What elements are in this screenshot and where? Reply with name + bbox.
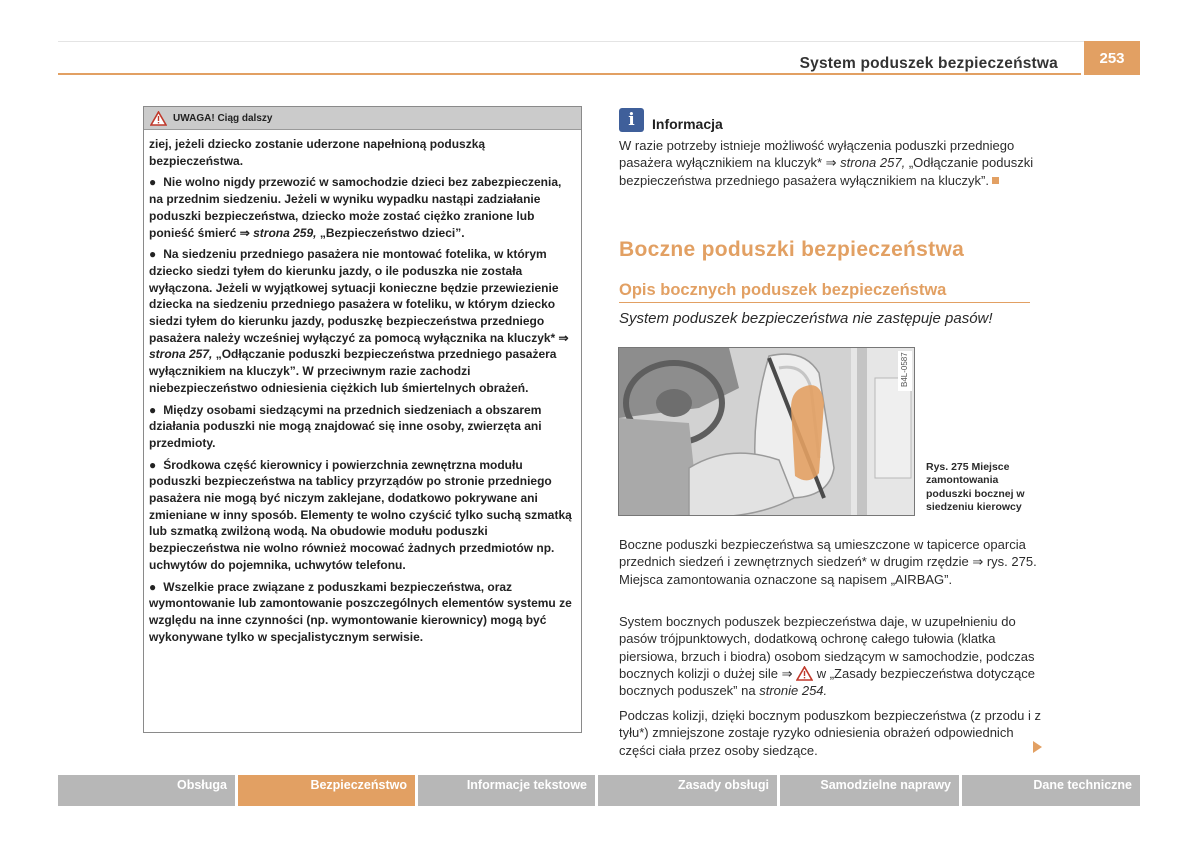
warning-paragraph: ● Na siedzeniu przedniego pasażera nie montować fotelika, w którym dziecko siedzi tyłem do kierunku jazdy, o ile poduszka nie została wyłączona. Jeżeli w wyjątkowej sytuacji konieczne będzie przewiezienie dziecka na siedzeniu przedniego pasażera w foteliku, w którym dziecko siedzi tyłem do kierunku jazdy, poduszkę bezpieczeństwa przedniego pasażera należy wcześniej wyłączyć za pomocą wyłącznika na kluczyk* ⇒ strona 257, „Odłączanie poduszki bezpieczeństwa przedniego pasażera wyłącznikiem na kluczyk”. W przeciwnym razie zachodzi niebezpieczeństwo odniesienia ciężkich lub śmiertelnych obrażeń.	[149, 247, 569, 395]
page-reference-link[interactable]: stronie 254.	[759, 683, 828, 699]
warning-paragraph: ● Nie wolno nigdy przewozić w samochodzie dzieci bez zabezpieczenia, na przednim siedzeniu. Jeżeli w wyniku wypadku nastąpi zadziałanie poduszki bezpieczeństwa, dziecko może zostać ciężko zranione lub ponieść śmierć ⇒ strona 259, „Bezpieczeństwo dzieci”.	[149, 175, 562, 240]
subsection-title: Opis bocznych poduszek bezpieczeństwa	[619, 281, 947, 299]
page-reference-link[interactable]: strona 257,	[840, 155, 906, 171]
warning-paragraph: ziej, jeżeli dziecko zostanie uderzone napełnioną poduszką bezpieczeństwa.	[149, 137, 486, 168]
warning-header	[144, 107, 581, 130]
tab-obsluga[interactable]: Obsługa	[58, 775, 235, 806]
warning-paragraph: ● Wszelkie prace związane z poduszkami bezpieczeństwa, oraz wymontowanie lub zamontowanie poszczególnych elementów systemu ze względu na inne czynności (np. wymontowanie kierownicy) mogą być wykonywane tylko w specjalistycznym serwisie.	[149, 579, 572, 644]
bullet-icon: ●	[149, 402, 157, 417]
chapter-nav	[58, 775, 1140, 806]
body-paragraph: System bocznych poduszek bezpieczeństwa daje, w uzupełnieniu do pasów trójpunktowych, dodatkową ochronę całego tułowia (klatka piersiowa, brzuch i biodra) osobom siedzącym w samochodzie, podczas bocznych kolizji o dużej sile ⇒ w „Zasady bezpieczeństwa dotyczące bocznych poduszek” na stronie 254.	[619, 614, 1035, 699]
warning-body	[144, 130, 581, 645]
tab-informacje-tekstowe[interactable]: Informacje tekstowe	[418, 775, 595, 806]
subsection-divider	[619, 302, 1030, 303]
info-icon: i	[619, 108, 644, 132]
bullet-icon: ●	[149, 175, 157, 190]
warning-paragraph: ● Środkowa część kierownicy i powierzchnia zewnętrzna modułu poduszki bezpieczeństwa na tablicy przyrządów po stronie przedniego pasażera nie mogą być niczym zaklejane, dodatkowo pokrywane ani zmieniane w inny sposób. Elementy te wolno czyścić tylko suchą szmatką lub szmatką zwilżoną wodą. Na obudowie modułu poduszki bezpieczeństwa nie wolno również mocować żadnych przedmiotów np. uchwytów do pojemnika, uchwytów telefonu.	[149, 457, 572, 572]
tab-samodzielne-naprawy[interactable]: Samodzielne naprawy	[780, 775, 959, 806]
bullet-icon: ●	[149, 579, 157, 594]
tab-zasady-obslugi[interactable]: Zasady obsługi	[598, 775, 777, 806]
page-number: 253	[1084, 41, 1140, 75]
warning-box	[143, 106, 582, 733]
top-rule	[58, 41, 1140, 42]
warning-triangle-icon[interactable]	[796, 666, 813, 681]
seat-airbag-figure	[618, 347, 915, 516]
warning-heading: UWAGA! Ciąg dalszy	[173, 112, 273, 124]
bullet-icon: ●	[149, 457, 157, 472]
body-paragraph: Podczas kolizji, dzięki bocznym poduszkom bezpieczeństwa (z przodu i z tyłu*) zmniejszone zostaje ryzyko odniesienia obrażeń odpowiednich części ciała przez osoby siedzące.	[619, 708, 1041, 758]
warning-paragraph: ● Między osobami siedzącymi na przednich siedzeniach a obszarem działania poduszki nie mogą znajdować się inne osoby, zwierzęta ani przedmioty.	[149, 402, 542, 450]
info-text: W razie potrzeby istnieje możliwość wyłączenia poduszki przedniego pasażera wyłącznikiem na kluczyk* ⇒ strona 257, „Odłączanie poduszki bezpieczeństwa przedniego pasażera wyłącznikiem na kluczyk”.	[619, 138, 1034, 188]
continue-arrow-icon	[1033, 741, 1042, 753]
page-reference-link[interactable]: strona 259,	[253, 225, 317, 240]
figure-caption: Rys. 275 Miejsce zamontowania poduszki bocznej w siedzeniu kierowcy	[926, 461, 1025, 514]
bullet-icon: ●	[149, 247, 157, 262]
page-header-title: System poduszek bezpieczeństwa	[799, 55, 1058, 72]
tab-bezpieczenstwo[interactable]: Bezpieczeństwo	[238, 775, 415, 806]
lead-text: System poduszek bezpieczeństwa nie zastępuje pasów!	[619, 310, 993, 327]
warning-triangle-icon	[150, 111, 167, 126]
seat-airbag-illustration	[619, 348, 915, 516]
figure-code: B4L-0587	[898, 351, 912, 391]
page-reference-link[interactable]: strona 257,	[149, 347, 213, 362]
tab-dane-techniczne[interactable]: Dane techniczne	[962, 775, 1140, 806]
end-marker-icon	[992, 177, 999, 184]
section-title: Boczne poduszki bezpieczeństwa	[619, 238, 965, 261]
header-divider	[58, 73, 1081, 75]
info-title: Informacja	[652, 116, 723, 132]
body-paragraph: Boczne poduszki bezpieczeństwa są umieszczone w tapicerce oparcia przednich siedzeń i zewnętrznych siedzeń* w drugim rzędzie ⇒ rys. 275. Miejsca zamontowania oznaczone są napisem „AIRBAG”.	[619, 537, 1037, 587]
